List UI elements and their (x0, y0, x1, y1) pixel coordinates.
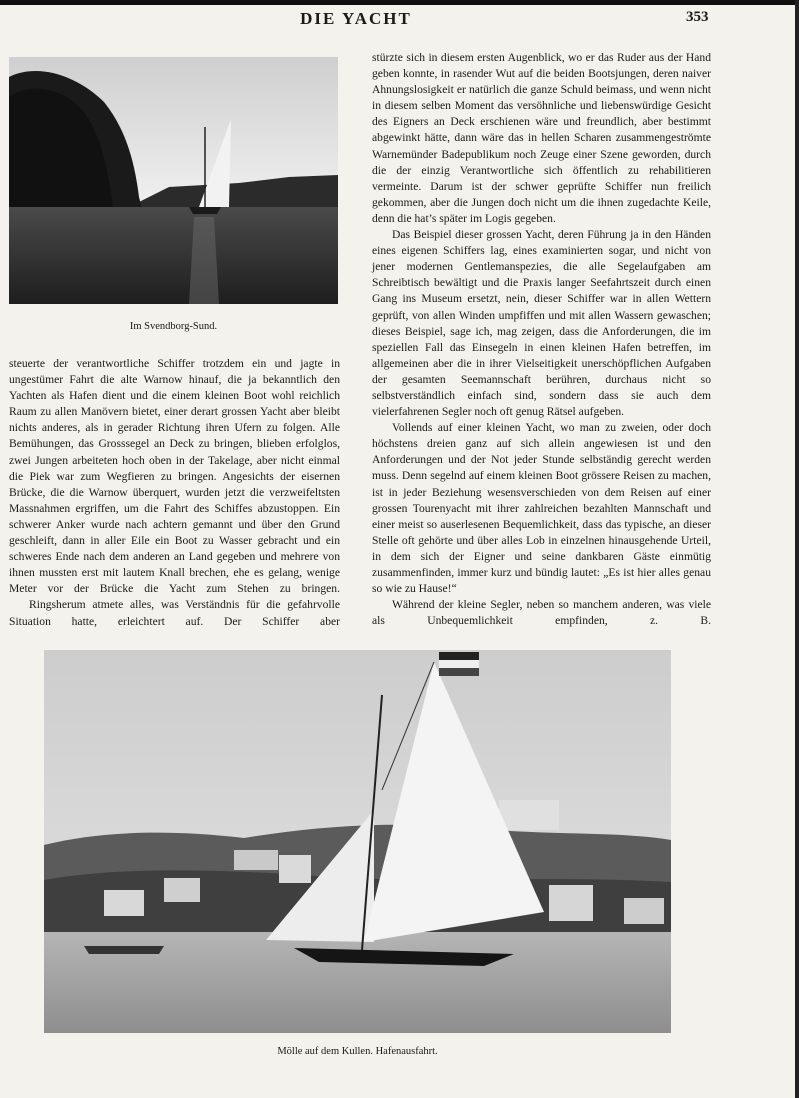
right-paragraph: stürzte sich in diesem ersten Augenblick, wo er das Ruder aus der Hand geben konnte, in rasender Wut auf die beiden Bootsjungen, deren naiver Ahnungslosigkeit er natürlich die ganze Schuld beimass, und wenn nicht in diesem selben Moment das versöhnliche und liebenswürdige Gesicht des Eigners an Deck erschienen wäre und freundlich, aber bestimmt abgewinkt hätte, dann wäre das in hellen Scharen zusammengeströmte Warnemünder Badepublikum noch Zeuge einer Szene geworden, durch die der einzig Verantwortliche sich öffentlich zu rehabilitieren vermeinte. Darum ist der schwer geprüfte Schiffer nun freilich gekommen, aber die Jungen doch nicht um die ihnen zugedachte Keile, denn die hat’s später im Logis gegeben. (372, 51, 711, 225)
right-paragraph: Das Beispiel dieser grossen Yacht, deren Führung ja in den Händen eines eigenen Schiffers lag, eines examinierten sogar, und nicht von jener modernen Gentlemanspezies, die alle Segelaufgaben am Schreibtisch bewältigt und die Praxis langer Seefahrtszeit durch einen Gang ins Museum ersetzt, nein, dieser Schiffer war in allen Wettern geprüft, von allen Winden umpfiffen und mit allen Wassern gewaschen; dieses Beispiel, sage ich, mag zeigen, dass die Anforderungen, die im speziellen Fall das Einsegeln in einen kleinen Hafen betreffen, im allgemeinen aber die in ihrer Vielseitigkeit unerschöpflichen Aufgaben der gesamten Seemannschaft berühren, durchaus nicht so selbstverständlich einfach sind, sondern dass sie auch dem vielerfahrenen Segler noch oft genug Rätsel aufgeben. (372, 228, 711, 419)
photo-moelle-caption: Mölle auf dem Kullen. Hafenausfahrt. (277, 1046, 438, 1057)
running-head-title: DIE YACHT (300, 9, 412, 28)
right-paragraph: Vollends auf einer kleinen Yacht, wo man zu zweien, oder doch höchstens dreien ganz auf sich allein angewiesen ist und den Anforderungen und der Not jeder Stunde selbständig gerecht werden muss. Denn segelnd auf einem kleinen Boot grössere Reisen zu machen, ist in jeder Beziehung wesensverschieden von dem Reisen auf einer grossen Tourenyacht mit ihrer zahlreichen bezahlten Mannschaft und einer meist so auserlesenen Bequemlichkeit, dass das typische, an dieser Stelle oft gehörte und über alles Lob in einzelnen hinausgehende Urteil, in dem sich der Eigner und seine dankbaren Gäste einmütig zusammenfinden, immer kurz und bündig lautet: „Es ist hier alles genau so wie zu Hause!“ (372, 421, 711, 596)
photo-moelle-harbour (44, 650, 671, 1033)
left-paragraph: Ringsherum atmete alles, was Verständnis für die gefahrvolle Situation hatte, erleichtert auf. Der Schiffer aber (9, 598, 340, 628)
photo-svendborg-sound (9, 57, 338, 304)
right-paragraph: Während der kleine Segler, neben so manchem anderen, was viele als Unbequemlichkeit empfinden, z. B. (372, 598, 711, 628)
page-top-edge (0, 0, 799, 5)
photo-svendborg-image (9, 57, 338, 304)
right-column (372, 50, 711, 629)
photo-moelle-image (44, 650, 671, 1033)
left-column (9, 356, 340, 630)
page-right-edge (795, 0, 799, 1098)
photo-svendborg-caption: Im Svendborg-Sund. (129, 321, 218, 332)
left-paragraph: steuerte der verantwortliche Schiffer trotzdem ein und jagte in ungestümer Fahrt die alte Warnow hinauf, die ja bekanntlich den Yachten als Hafen dient und die einem kleinen Boot wohl reichlich Raum zu allen Manövern bietet, einer derart grossen Yacht aber bleibt nichts anderes, als in gerader Richtung ihren Ufern zu folgen. Alle Bemühungen, das Grosssegel an Deck zu bringen, blieben erfolglos, zwei Jungen arbeiteten hoch oben in der Takelage, aber nicht einmal die Piek war zum Wegfieren zu bringen. Angesichts der eisernen Brücke, die die Warnow überquert, wurden jetzt die verzweifeltsten Massnahmen ergriffen, um die Fahrt des Schiffes abzustoppen. Ein schwerer Anker wurde nach achtern gemannt und über den Grund geschleift, dann in aller Eile ein Boot zu Wasser gebracht und ein schweres Ende nach dem anderen an Land gegeben und mehrere von ihnen mussten erst mit lautem Knall brechen, ehe es gelang, wenige Meter vor der Brücke die Yacht zum Stehen zu bringen. (9, 357, 340, 596)
page-number: 353 (686, 9, 709, 25)
